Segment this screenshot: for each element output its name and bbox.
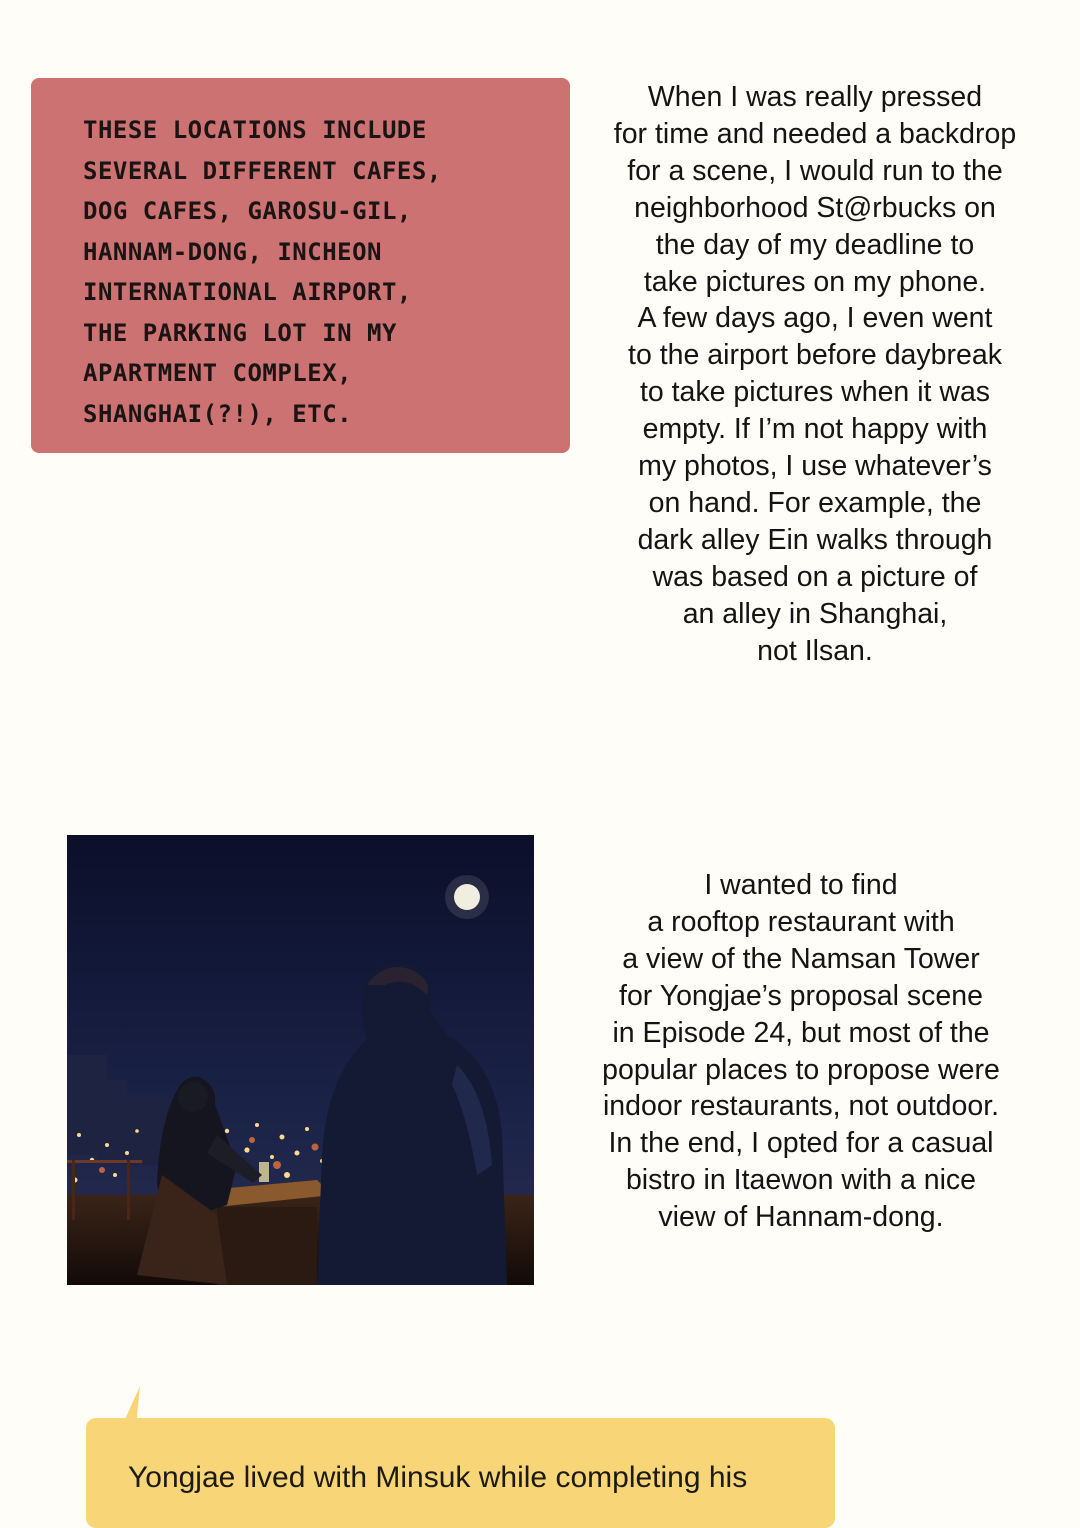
locations-note-box: [31, 78, 570, 453]
comic-panel-rooftop: [67, 835, 534, 1285]
speech-bubble: [86, 1418, 835, 1528]
speech-bubble-text: Yongjae lived with Minsuk while completing his: [128, 1461, 748, 1494]
drink-glass: [259, 1162, 269, 1182]
locations-note-text: THESE LOCATIONS INCLUDE SEVERAL DIFFERENT CAFES, DOG CAFES, GAROSU-GIL, HANNAM-DONG, INCHEON INTERNATIONAL AIRPORT, THE PARKING LOT IN MY APARTMENT COMPLEX, SHANGHAI(?!), ETC.: [83, 116, 442, 428]
backdrop-paragraph: When I was really pressed for time and needed a backdrop for a scene, I would run to the neighborhood St@rbucks on the day of my deadline to take pictures on my phone. A few days ago, I even went to the airport before daybreak to take pictures when it was empty. If I’m not happy with my photos, I use whatever’s on hand. For example, the dark alley Ein walks through was based on a picture of an alley in Shanghai, not Ilsan.: [613, 81, 1017, 667]
night-rooftop-illustration: [67, 835, 534, 1285]
rooftop-paragraph: I wanted to find a rooftop restaurant with a view of the Namsan Tower for Yongjae’s proposal scene in Episode 24, but most of the popular places to propose were indoor restaurants, not outdoor. In the end, I opted for a casual bistro in Itaewon with a nice view of Hannam-dong.: [602, 869, 1000, 1234]
